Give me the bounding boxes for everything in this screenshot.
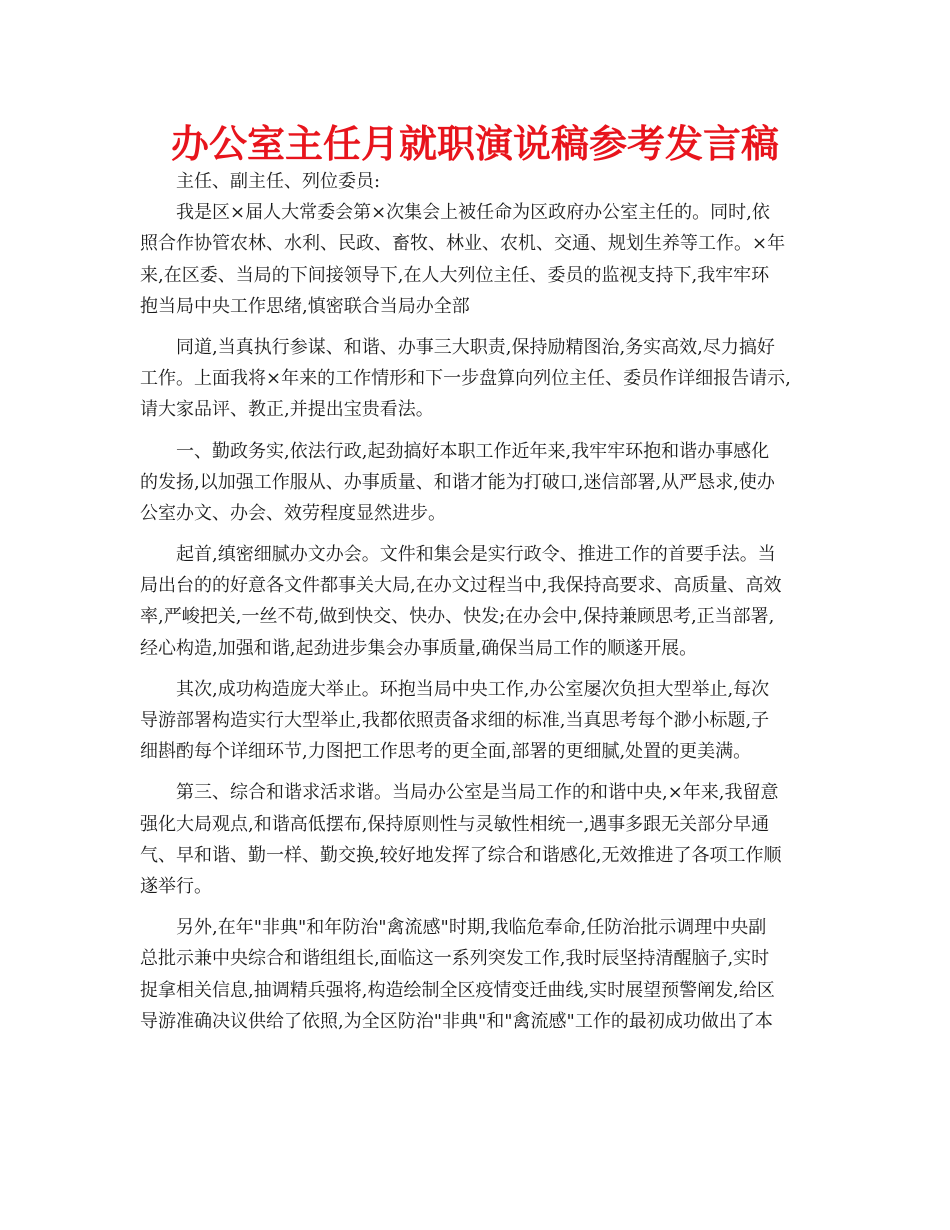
paragraph-line: 强化大局观点,和谐高低摆布,保持原则性与灵敏性相统一,遇事多跟无关部分早通: [140, 813, 770, 835]
paragraph-line: 我是区×届人大常委会第×次集会上被任命为区政府办公室主任的。同时,依: [176, 202, 770, 224]
paragraph-line: 总批示兼中央综合和谐组组长,面临这一系列突发工作,我时辰坚持清醒脑子,实时: [140, 948, 770, 970]
paragraph-line: 公室办文、办会、效劳程度显然进步。: [140, 502, 446, 524]
paragraph-line: 率,严峻把关,一丝不苟,做到快交、快办、快发;在办会中,保持兼顾思考,正当部署,: [140, 606, 775, 628]
paragraph-line: 另外,在年"非典"和年防治"禽流感"时期,我临危奉命,任防治批示调理中央副: [176, 917, 767, 939]
paragraph-line: 请大家品评、教正,并提出宝贵看法。: [140, 399, 434, 421]
paragraph-line: 导游部署构造实行大型举止,我都依照责备求细的标准,当真思考每个渺小标题,子: [140, 710, 770, 731]
paragraph-line: 抱当局中央工作思绪,慎密联合当局办全部: [140, 295, 470, 317]
paragraph-line: 经心构造,加强和谐,起劲进步集会办事质量,确保当局工作的顺遂开展。: [140, 637, 698, 659]
paragraph-line: 局出台的的好意各文件都事关大局,在办文过程当中,我保持高要求、高质量、高效: [140, 575, 782, 597]
paragraph-line: 细斟酌每个详细环节,力图把工作思考的更全面,部署的更细腻,处置的更美满。: [140, 741, 752, 763]
paragraph-line: 其次,成功构造庞大举止。环抱当局中央工作,办公室屡次负担大型举止,每次: [176, 678, 770, 700]
paragraph-line: 捉拿相关信息,抽调精兵强将,构造绘制全区疫情变迁曲线,实时展望预警阐发,给区: [140, 979, 775, 1001]
paragraph-line: 一、勤政务实,依法行政,起劲搞好本职工作近年来,我牢牢环抱和谐办事感化: [176, 440, 770, 462]
paragraph-line: 来,在区委、当局的下间接领导下,在人大列位主任、委员的监视支持下,我牢牢环: [140, 264, 770, 286]
paragraph-line: 遂举行。: [140, 875, 212, 897]
paragraph-line: 起首,缜密细腻办文办会。文件和集会是实行政令、推进工作的首要手法。当: [176, 544, 776, 566]
paragraph-line: 照合作协管农林、水利、民政、畜牧、林业、农机、交通、规划生养等工作。×年: [140, 233, 786, 255]
document-body: [140, 166, 812, 1037]
paragraph-line: 同道,当真执行参谋、和谐、办事三大职责,保持励精图治,务实高效,尽力搞好: [176, 336, 775, 358]
paragraph-line: 工作。上面我将×年来的工作情形和下一步盘算向列位主任、委员作详细报告请示,: [140, 368, 791, 390]
paragraph-line: 导游准确决议供给了依照,为全区防治"非典"和"禽流感"工作的最初成功做出了本: [140, 1010, 773, 1032]
paragraph-line: 的发扬,以加强工作服从、办事质量、和谐才能为打破口,迷信部署,从严恳求,使办: [140, 471, 775, 493]
paragraph-line: 第三、综合和谐求活求谐。当局办公室是当局工作的和谐中央,×年来,我留意: [176, 782, 779, 804]
paragraph-line: 气、早和谐、勤一样、勤交换,较好地发挥了综合和谐感化,无效推进了各项工作顺: [140, 844, 782, 866]
salutation-line: 主任、副主任、列位委员:: [176, 171, 381, 192]
document-title: 办公室主任月就职演说稿参考发言稿: [170, 122, 779, 166]
